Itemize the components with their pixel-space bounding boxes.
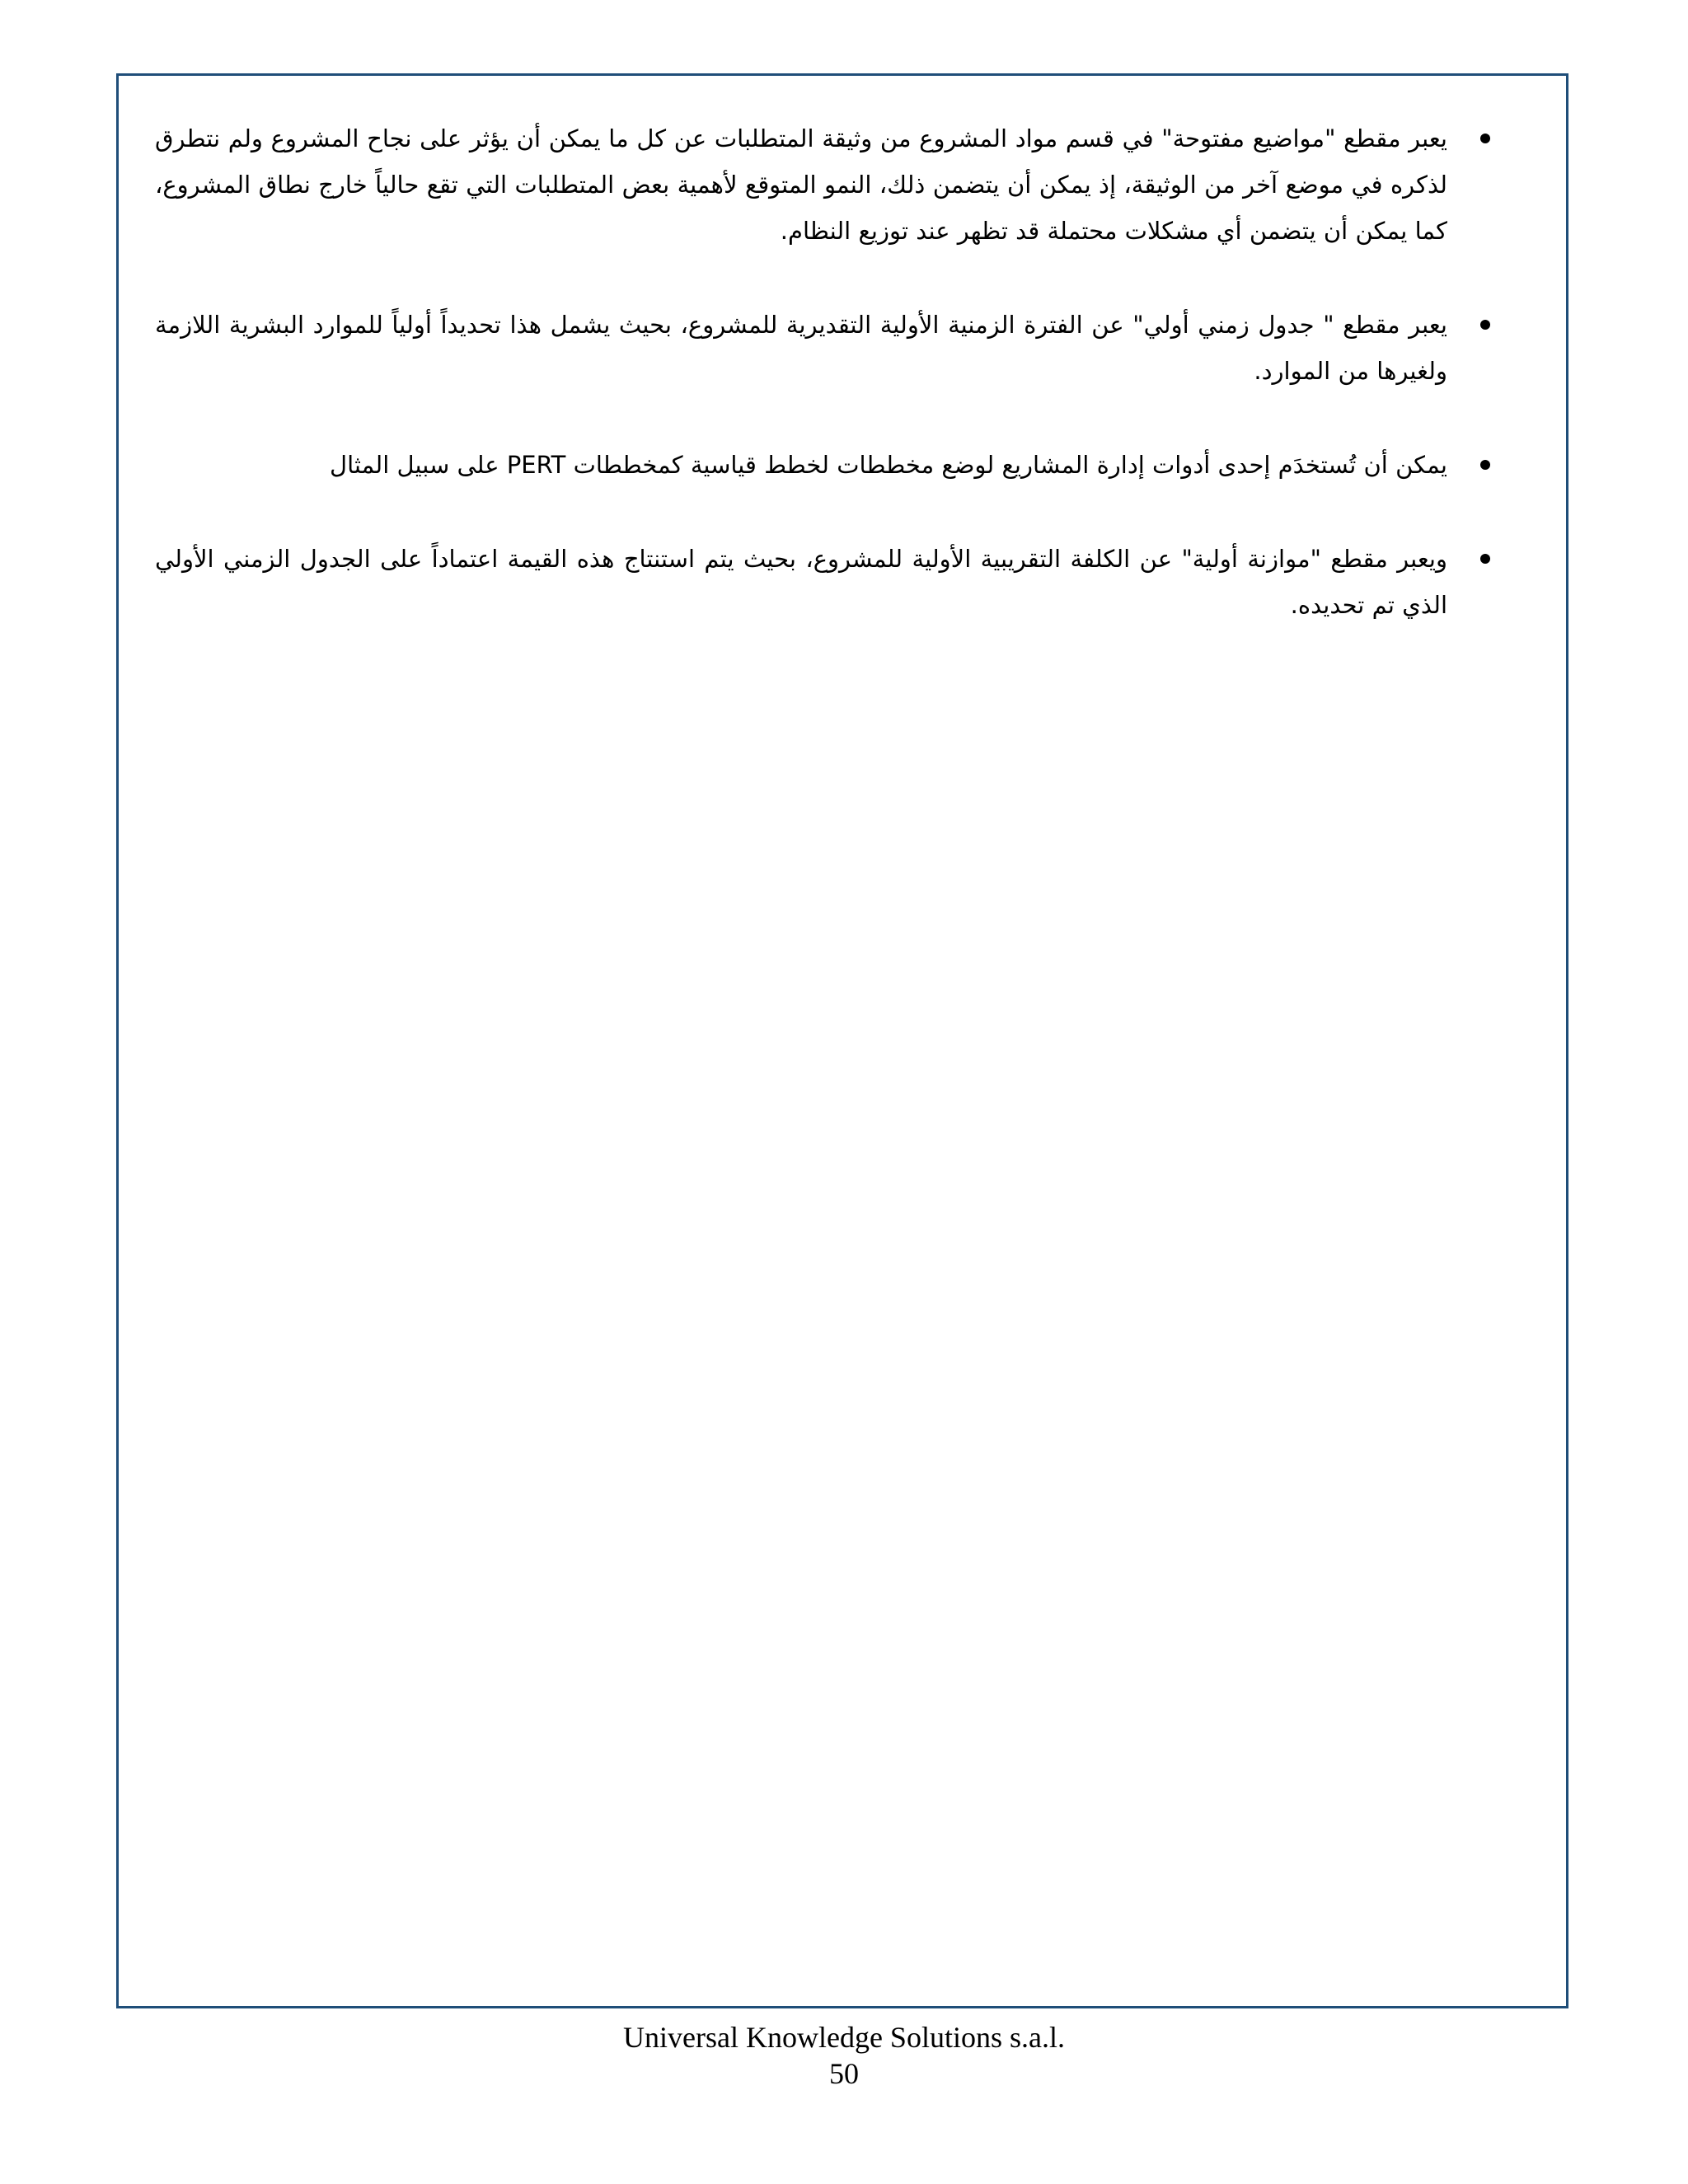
bullet-text: يعبر مقطع " جدول زمني أولي" عن الفترة الزمنية الأولية التقديرية للمشروع، بحيث يشمل هذا تحديداً أولياً للموارد البشرية اللازمة ولغيرها من الموارد.: [155, 311, 1447, 385]
bullet-text: يمكن أن تُستخدَم إحدى أدوات إدارة المشاريع لوضع مخططات لخطط قياسية كمخططات PERT على سبيل المثال: [330, 451, 1447, 479]
footer-company-name: Universal Knowledge Solutions s.a.l.: [623, 2021, 1065, 2054]
bullet-item-open-topics: [155, 115, 1447, 254]
bullet-dot-icon: [1480, 320, 1490, 330]
bullet-text: يعبر مقطع "مواضيع مفتوحة" في قسم مواد المشروع من وثيقة المتطلبات عن كل ما يمكن أن يؤثر على نجاح المشروع ولم نتطرق لذكره في موضع آخر من الوثيقة، إذ يمكن أن يتضمن ذلك، النمو المتوقع لأهمية بعض المتطلبات التي تقع حالياً خارج نطاق المشروع، كما يمكن أن يتضمن أي مشكلات محتملة قد تظهر عند توزيع النظام.: [155, 124, 1447, 245]
bullet-text: ويعبر مقطع "موازنة أولية" عن الكلفة التقريبية الأولية للمشروع، بحيث يتم استنتاج هذه القيمة اعتماداً على الجدول الزمني الأولي الذي تم تحديده.: [155, 545, 1447, 619]
bullet-dot-icon: [1480, 460, 1490, 470]
bullet-item-initial-schedule: [155, 302, 1447, 394]
bullet-item-initial-budget: [155, 536, 1447, 628]
bullet-dot-icon: [1480, 134, 1490, 143]
document-body: [155, 115, 1447, 676]
bullet-dot-icon: [1480, 554, 1490, 564]
footer-page-number: 50: [829, 2057, 859, 2090]
bullet-item-pert-tools: [155, 442, 1447, 488]
bullet-list: [155, 115, 1447, 628]
